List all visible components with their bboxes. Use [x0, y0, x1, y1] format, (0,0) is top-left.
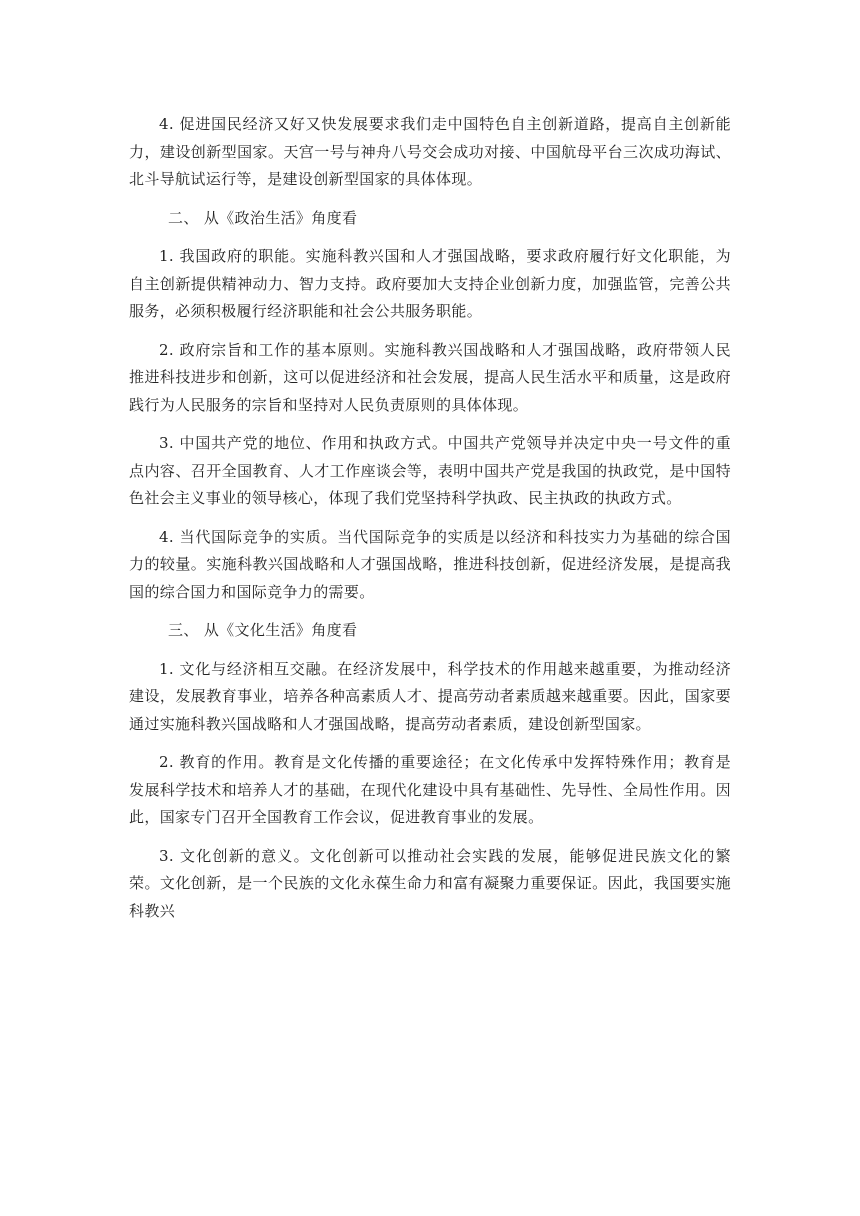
section-heading-politics: 二、 从《政治生活》角度看: [168, 208, 358, 227]
paragraph-culture-3: 3. 文化创新的意义。文化创新可以推动社会实践的发展，能够促进民族文化的繁荣。文化创新，是一个民族的文化永葆生命力和富有凝聚力重要保证。因此，我国要实施科教兴: [129, 846, 731, 920]
paragraph-politics-1: 1. 我国政府的职能。实施科教兴国和人才强国战略，要求政府履行好文化职能，为自主创新提供精神动力、智力支持。政府要加大支持企业创新力度，加强监管，完善公共服务，必须积极履行经济职能和社会公共服务职能。: [129, 247, 731, 320]
paragraph-politics-3: 3. 中国共产党的地位、作用和执政方式。中国共产党领导并决定中央一号文件的重点内容、召开全国教育、人才工作座谈会等，表明中国共产党是我国的执政党，是中国特色社会主义事业的领导核心，体现了我们党坚持科学执政、民主执政的执政方式。: [129, 434, 731, 507]
paragraph-culture-2: 2. 教育的作用。教育是文化传播的重要途径；在文化传承中发挥特殊作用；教育是发展科学技术和培养人才的基础，在现代化建设中具有基础性、先导性、全局性作用。因此，国家专门召开全国教育工作会议，促进教育事业的发展。: [129, 753, 731, 826]
paragraph-culture-1: 1. 文化与经济相互交融。在经济发展中，科学技术的作用越来越重要，为推动经济建设，发展教育事业，培养各种高素质人才、提高劳动者素质越来越重要。因此，国家要通过实施科教兴国战略和人才强国战略，提高劳动者素质，建设创新型国家。: [129, 659, 731, 733]
paragraph-economy-4: 4. 促进国民经济又好又快发展要求我们走中国特色自主创新道路，提高自主创新能力，建设创新型国家。天宫一号与神舟八号交会成功对接、中国航母平台三次成功海试、北斗导航试运行等，是建设创新型国家的具体体现。: [129, 115, 731, 188]
section-heading-culture: 三、 从《文化生活》角度看: [168, 621, 358, 639]
paragraph-politics-2: 2. 政府宗旨和工作的基本原则。实施科教兴国战略和人才强国战略，政府带领人民推进科技进步和创新，这可以促进经济和社会发展，提高人民生活水平和质量，这是政府践行为人民服务的宗旨和坚持对人民负责原则的具体体现。: [129, 340, 731, 414]
document-body: [129, 111, 731, 936]
paragraph-politics-4: 4. 当代国际竞争的实质。当代国际竞争的实质是以经济和科技实力为基础的综合国力的较量。实施科教兴国战略和人才强国战略，推进科技创新，促进经济发展，是提高我国的综合国力和国际竞争力的需要。: [129, 527, 731, 601]
